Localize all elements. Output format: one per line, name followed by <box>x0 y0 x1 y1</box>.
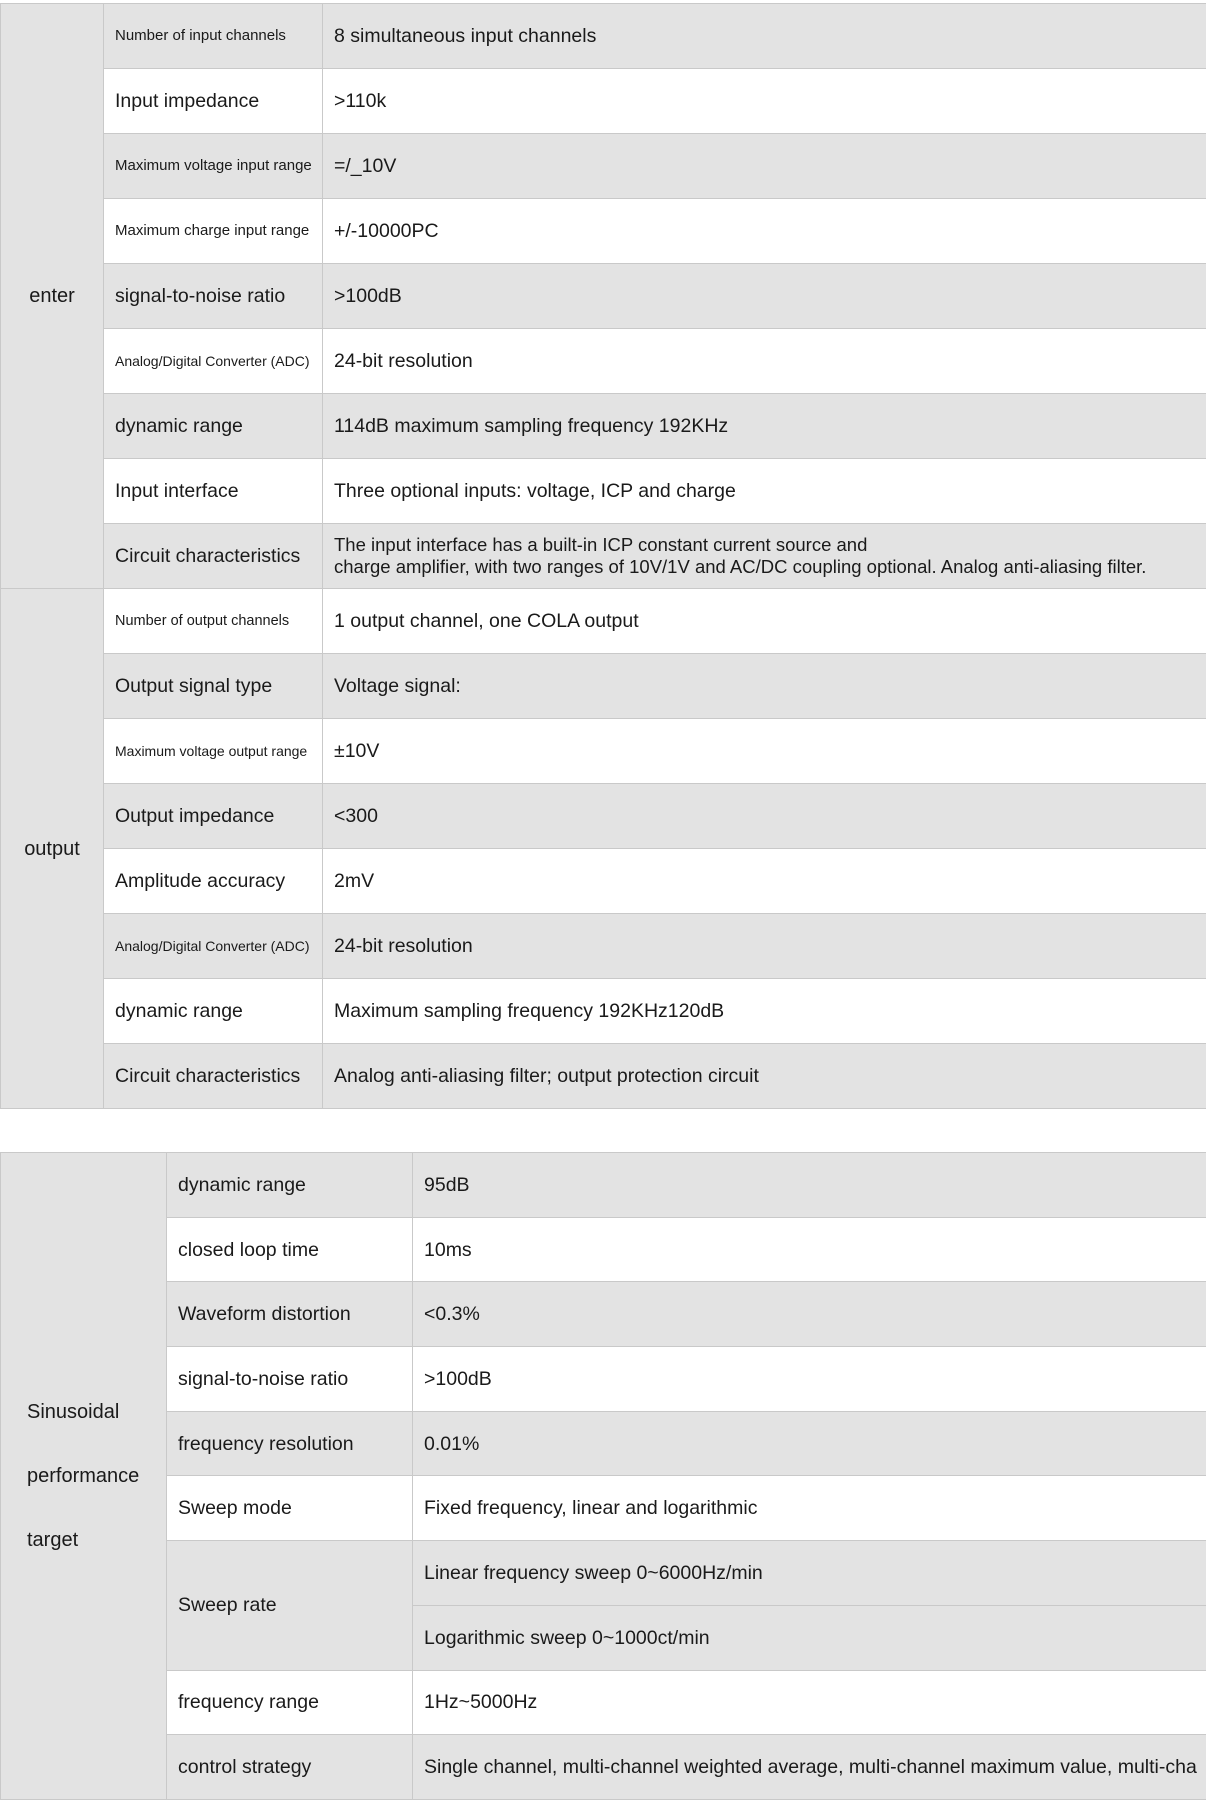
param-value: 0.01% <box>413 1411 1206 1476</box>
param-label: Maximum charge input range <box>104 199 323 264</box>
table-row <box>1 1217 1206 1282</box>
param-label: dynamic range <box>104 394 323 459</box>
table-row <box>1 1541 1206 1606</box>
param-label: Sweep mode <box>167 1476 413 1541</box>
param-label: Output signal type <box>104 654 323 719</box>
table-row <box>1 69 1206 134</box>
table-row <box>1 524 1206 589</box>
table-row <box>1 134 1206 199</box>
param-value: Fixed frequency, linear and logarithmic <box>413 1476 1206 1541</box>
table-row <box>1 1411 1206 1476</box>
value-line: The input interface has a built-in ICP constant current source and <box>334 534 868 555</box>
table-row <box>1 1735 1206 1800</box>
param-label: Waveform distortion <box>167 1282 413 1347</box>
param-value: <300 <box>323 784 1206 849</box>
param-value: Three optional inputs: voltage, ICP and charge <box>323 459 1206 524</box>
param-value: 24-bit resolution <box>323 914 1206 979</box>
param-label: control strategy <box>167 1735 413 1800</box>
table-row <box>1 1670 1206 1735</box>
param-label: Number of input channels <box>104 4 323 69</box>
table-row <box>1 849 1206 914</box>
param-label: dynamic range <box>104 979 323 1044</box>
table-row <box>1 394 1206 459</box>
category-input: enter <box>1 4 104 589</box>
table-row <box>1 459 1206 524</box>
param-label: Sweep rate <box>167 1541 413 1670</box>
category-line: performance <box>27 1464 140 1487</box>
table-row <box>1 1153 1206 1218</box>
param-value: >100dB <box>413 1347 1206 1412</box>
table-row <box>1 719 1206 784</box>
param-label: Number of output channels <box>104 589 323 654</box>
param-value: 114dB maximum sampling frequency 192KHz <box>323 394 1206 459</box>
param-value: Linear frequency sweep 0~6000Hz/min <box>413 1541 1206 1606</box>
category-line: target <box>27 1528 79 1551</box>
param-label: Amplitude accuracy <box>104 849 323 914</box>
param-value: >100dB <box>323 264 1206 329</box>
param-label: frequency resolution <box>167 1411 413 1476</box>
param-label: Maximum voltage input range <box>104 134 323 199</box>
param-value: 24-bit resolution <box>323 329 1206 394</box>
value-line: charge amplifier, with two ranges of 10V/1V and AC/DC coupling optional. Analog anti-aliasing filter. <box>334 556 1147 577</box>
io-spec-table <box>0 3 1206 1109</box>
param-value: Single channel, multi-channel weighted average, multi-channel maximum value, multi-cha <box>413 1735 1206 1800</box>
param-label: Circuit characteristics <box>104 1044 323 1109</box>
param-label: Analog/Digital Converter (ADC) <box>104 329 323 394</box>
param-label: frequency range <box>167 1670 413 1735</box>
table-row <box>1 264 1206 329</box>
category-output: output <box>1 589 104 1109</box>
param-value: 2mV <box>323 849 1206 914</box>
param-value: Logarithmic sweep 0~1000ct/min <box>413 1605 1206 1670</box>
param-label: signal-to-noise ratio <box>167 1347 413 1412</box>
param-label: dynamic range <box>167 1153 413 1218</box>
param-value: >110k <box>323 69 1206 134</box>
table-row <box>1 914 1206 979</box>
table-row <box>1 1347 1206 1412</box>
param-value: Maximum sampling frequency 192KHz120dB <box>323 979 1206 1044</box>
param-label: Input interface <box>104 459 323 524</box>
param-value: 1Hz~5000Hz <box>413 1670 1206 1735</box>
param-label: Circuit characteristics <box>104 524 323 589</box>
table-row <box>1 979 1206 1044</box>
param-label: closed loop time <box>167 1217 413 1282</box>
param-value: 8 simultaneous input channels <box>323 4 1206 69</box>
param-value: Voltage signal: <box>323 654 1206 719</box>
param-value: <0.3% <box>413 1282 1206 1347</box>
param-value: 10ms <box>413 1217 1206 1282</box>
param-label: Analog/Digital Converter (ADC) <box>104 914 323 979</box>
param-label: signal-to-noise ratio <box>104 264 323 329</box>
param-value: ±10V <box>323 719 1206 784</box>
param-value <box>323 524 1206 589</box>
param-value: Analog anti-aliasing filter; output protection circuit <box>323 1044 1206 1109</box>
category-sinusoidal <box>1 1153 167 1800</box>
param-value: +/-10000PC <box>323 199 1206 264</box>
table-row <box>1 654 1206 719</box>
param-value: 1 output channel, one COLA output <box>323 589 1206 654</box>
category-line: Sinusoidal <box>27 1400 120 1423</box>
table-row <box>1 199 1206 264</box>
param-value: =/_10V <box>323 134 1206 199</box>
param-label: Input impedance <box>104 69 323 134</box>
param-value: 95dB <box>413 1153 1206 1218</box>
param-label: Maximum voltage output range <box>104 719 323 784</box>
table-row <box>1 1044 1206 1109</box>
sine-performance-table <box>0 1152 1206 1800</box>
table-row <box>1 329 1206 394</box>
table-row <box>1 4 1206 69</box>
table-row <box>1 589 1206 654</box>
table-row <box>1 1476 1206 1541</box>
table-row <box>1 784 1206 849</box>
param-label: Output impedance <box>104 784 323 849</box>
table-row <box>1 1282 1206 1347</box>
